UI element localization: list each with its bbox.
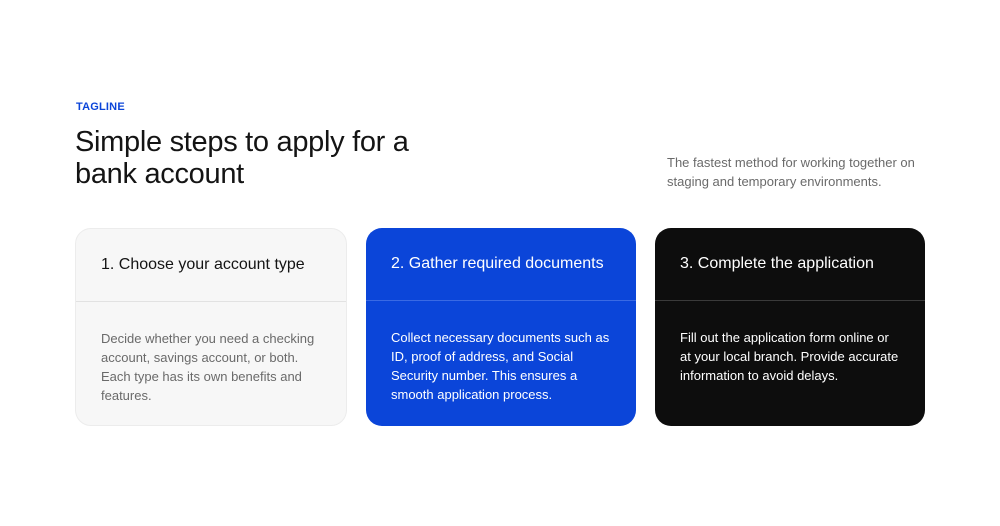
steps-list (75, 228, 925, 426)
step-card-1 (75, 228, 347, 426)
step-description: Decide whether you need a checking account, savings account, or both. Each type has its own benefits and features. (101, 331, 315, 403)
step-title: 1. Choose your account type (76, 229, 346, 302)
step-title: 3. Complete the application (655, 228, 925, 301)
step-description: Fill out the application form online or at your local branch. Provide accurate information to avoid delays. (680, 330, 899, 383)
step-card-3 (655, 228, 925, 426)
step-description: Collect necessary documents such as ID, proof of address, and Social Security number. This ensures a smooth application process. (391, 330, 610, 402)
page-subtitle: The fastest method for working together on staging and temporary environments. (667, 155, 915, 189)
page-title: Simple steps to apply for a bank account (75, 126, 409, 190)
tagline: TAGLINE (76, 101, 125, 113)
step-card-2 (366, 228, 636, 426)
step-title: 2. Gather required documents (366, 228, 636, 301)
